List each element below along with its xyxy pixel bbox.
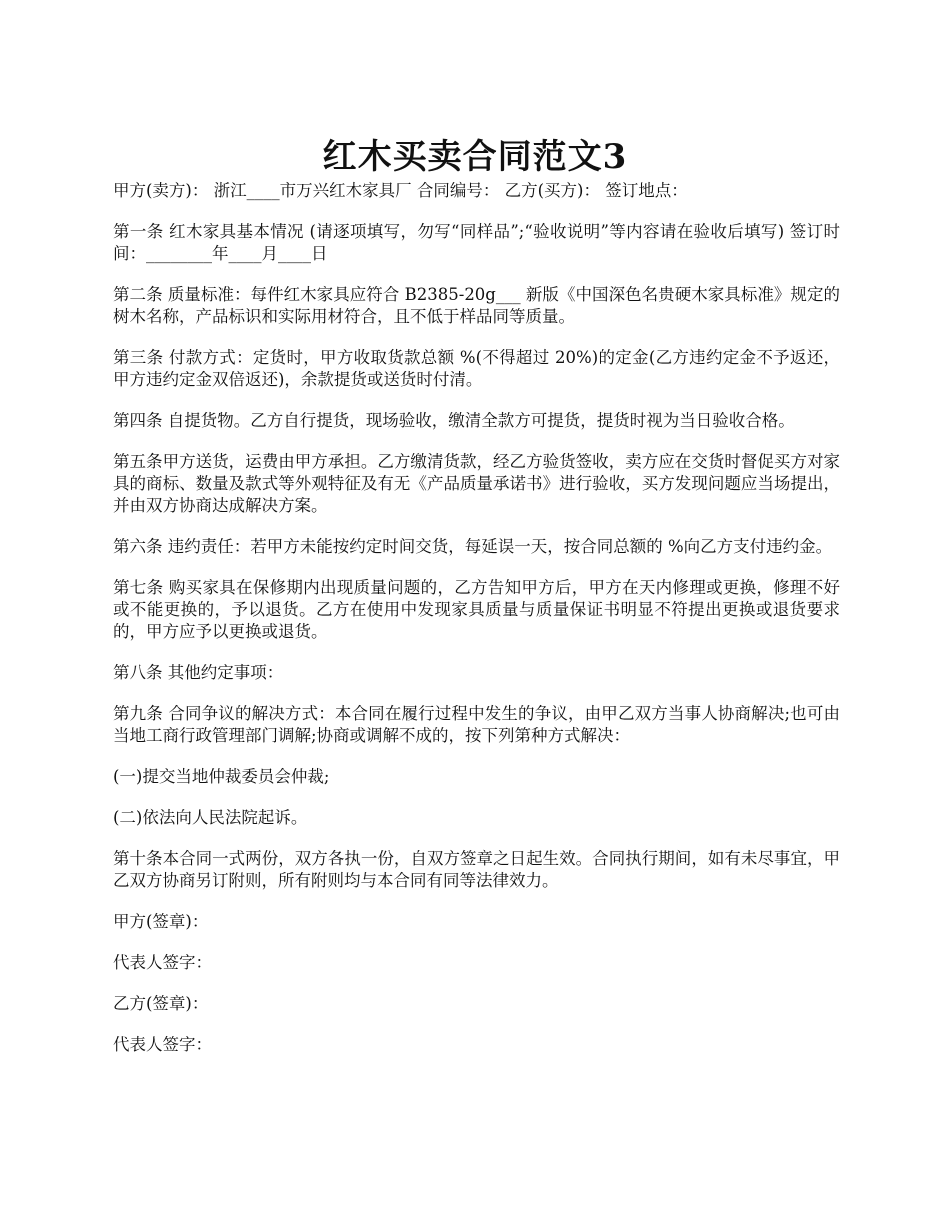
dispute-option-2: (二)依法向人民法院起诉。 <box>113 808 308 827</box>
article-4: 第四条 自提货物。乙方自行提货，现场验收，缴清全款方可提货，提货时视为当日验收合格。 <box>113 411 795 430</box>
article-6: 第六条 违约责任：若甲方未能按约定时间交货，每延误一天，按合同总额的 %向乙方支付违约金。 <box>113 537 833 556</box>
document-body <box>113 180 840 1075</box>
article-9: 第九条 合同争议的解决方式：本合同在履行过程中发生的争议，由甲乙双方当事人协商解决;也可由当地工商行政管理部门调解;协商或调解不成的，按下列第种方式解决： <box>113 704 840 745</box>
party-a-representative-signature: 代表人签字： <box>113 953 212 972</box>
article-7: 第七条 购买家具在保修期内出现质量问题的，乙方告知甲方后，甲方在天内修理或更换，修理不好或不能更换的，予以退货。乙方在使用中发现家具质量与质量保证书明显不符提出更换或退货要求的，甲方应予以更换或退货。 <box>113 578 840 641</box>
article-2: 第二条 质量标准：每件红木家具应符合 B2385-20g___ 新版《中国深色名贵硬木家具标准》规定的树木名称，产品标识和实际用材符合，且不低于样品同等质量。 <box>113 285 840 326</box>
article-8: 第八条 其他约定事项： <box>113 663 284 682</box>
party-info: 甲方(卖方)： 浙江____市万兴红木家具厂 合同编号： 乙方(买方)： 签订地点： <box>113 181 688 200</box>
party-b-representative-signature: 代表人签字： <box>113 1035 212 1054</box>
document-title: 红木买卖合同范文3 <box>322 136 628 177</box>
party-b-seal: 乙方(签章)： <box>113 994 209 1013</box>
article-3: 第三条 付款方式：定货时，甲方收取货款总额 %(不得超过 20%)的定金(乙方违约定金不予返还，甲方违约定金双倍返还)，余款提货或送货时付清。 <box>113 348 840 389</box>
article-10: 第十条本合同一式两份，双方各执一份，自双方签章之日起生效。合同执行期间，如有未尽事宜，甲乙双方协商另订附则，所有附则均与本合同有同等法律效力。 <box>113 849 840 890</box>
dispute-option-1: (一)提交当地仲裁委员会仲裁; <box>113 767 330 786</box>
article-1: 第一条 红木家具基本情况 (请逐项填写，勿写“同样品”;“验收说明”等内容请在验收后填写) 签订时间：________年____月____日 <box>113 222 840 263</box>
party-a-seal: 甲方(签章)： <box>113 912 209 931</box>
article-5: 第五条甲方送货，运费由甲方承担。乙方缴清货款，经乙方验货签收，卖方应在交货时督促买方对家具的商标、数量及款式等外观特征及有无《产品质量承诺书》进行验收，买方发现问题应当场提出，并由双方协商达成解决方案。 <box>113 452 840 515</box>
